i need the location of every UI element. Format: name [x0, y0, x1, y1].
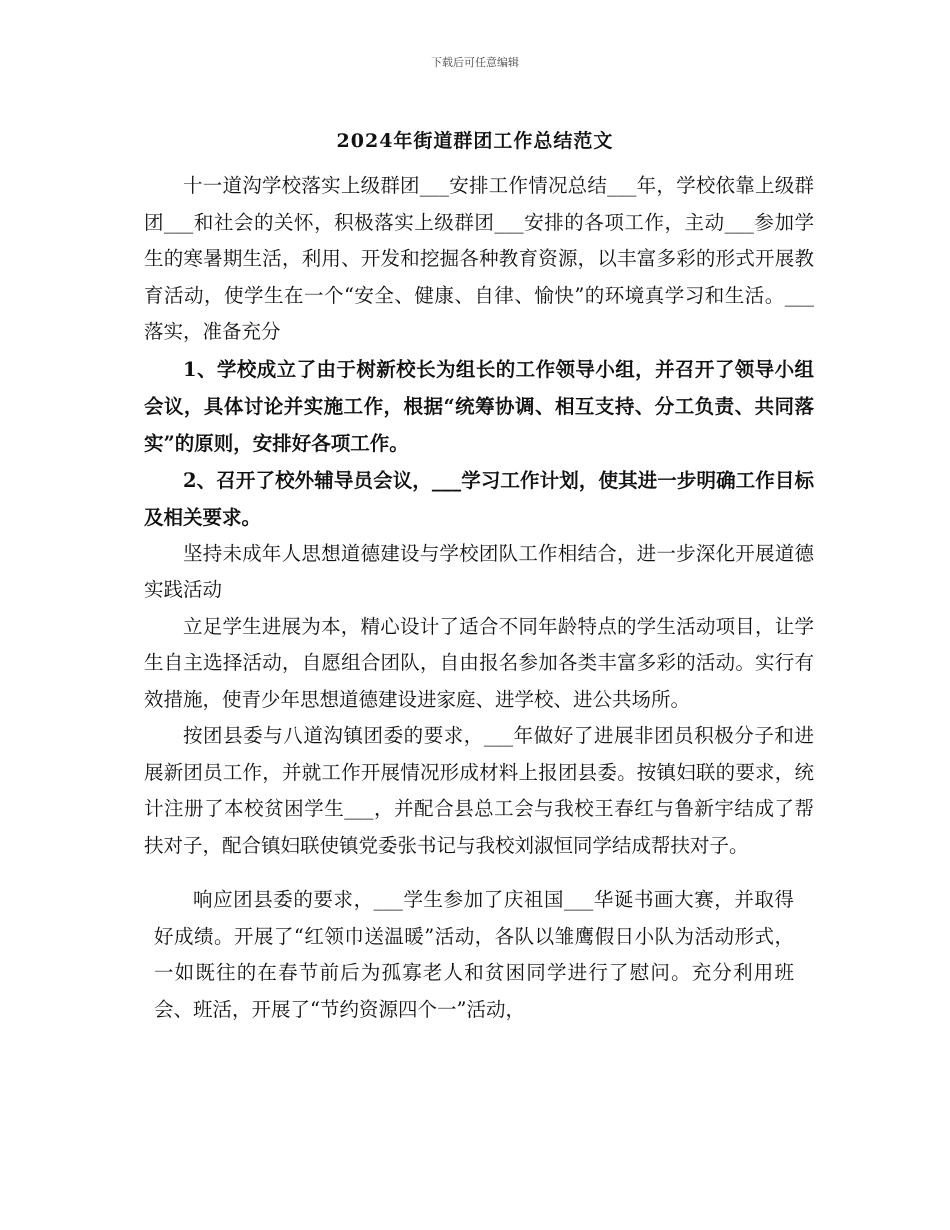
paragraph-item-1: 1、学校成立了由于树新校长为组长的工作领导小组，并召开了领导小组会议，具体讨论并实施工作，根据“统筹协调、相互支持、分工负责、共同落实”的原则，安排好各项工作。 — [144, 357, 814, 455]
paragraph-calligraphy-contest: 响应团县委的要求，___学生参加了庆祖国___华诞书画大赛，并取得好成绩。开展了“红领巾送温暖”活动，各队以雏鹰假日小队为活动形式，一如既往的在春节前后为孤寡老人和贫困同学进行了慰问。充分利用班会、班活，开展了“节约资源四个一”活动， — [154, 888, 794, 1021]
paragraph-league-work: 按团县委与八道沟镇团委的要求，___年做好了进展非团员积极分子和进展新团员工作，并就工作开展情况形成材料上报团县委。按镇妇联的要求，统计注册了本校贫困学生___，并配合县总工会与我校王春红与鲁新宇结成了帮扶对子，配合镇妇联使镇党委张书记与我校刘淑恒同学结成帮扶对子。 — [144, 724, 814, 857]
paragraph-moral-education: 坚持未成年人思想道德建设与学校团队工作相结合，进一步深化开展道德实践活动 — [144, 541, 814, 601]
document-body — [144, 168, 814, 1028]
paragraph-intro: 十一道沟学校落实上级群团___安排工作情况总结___年，学校依靠上级群团___和社会的关怀，积极落实上级群团___安排的各项工作，主动___参加学生的寒暑期生活，利用、开发和挖掘各种教育资源，以丰富多彩的形式开展教育活动，使学生在一个“安全、健康、自律、愉快”的环境真学习和生活。___落实，准备充分 — [144, 174, 814, 343]
paragraph-item-2: 2、召开了校外辅导员会议，___学习工作计划，使其进一步明确工作目标及相关要求。 — [144, 468, 814, 529]
document-title: 2024年街道群团工作总结范文 — [336, 130, 614, 152]
paragraph-gap — [144, 864, 814, 882]
header-note: 下载后可任意编辑 — [431, 56, 519, 69]
paragraph-student-activities: 立足学生进展为本，精心设计了适合不同年龄特点的学生活动项目，让学生自主选择活动，自愿组合团队，自由报名参加各类丰富多彩的活动。实行有效措施，使青少年思想道德建设进家庭、进学校、进公共场所。 — [144, 614, 814, 711]
